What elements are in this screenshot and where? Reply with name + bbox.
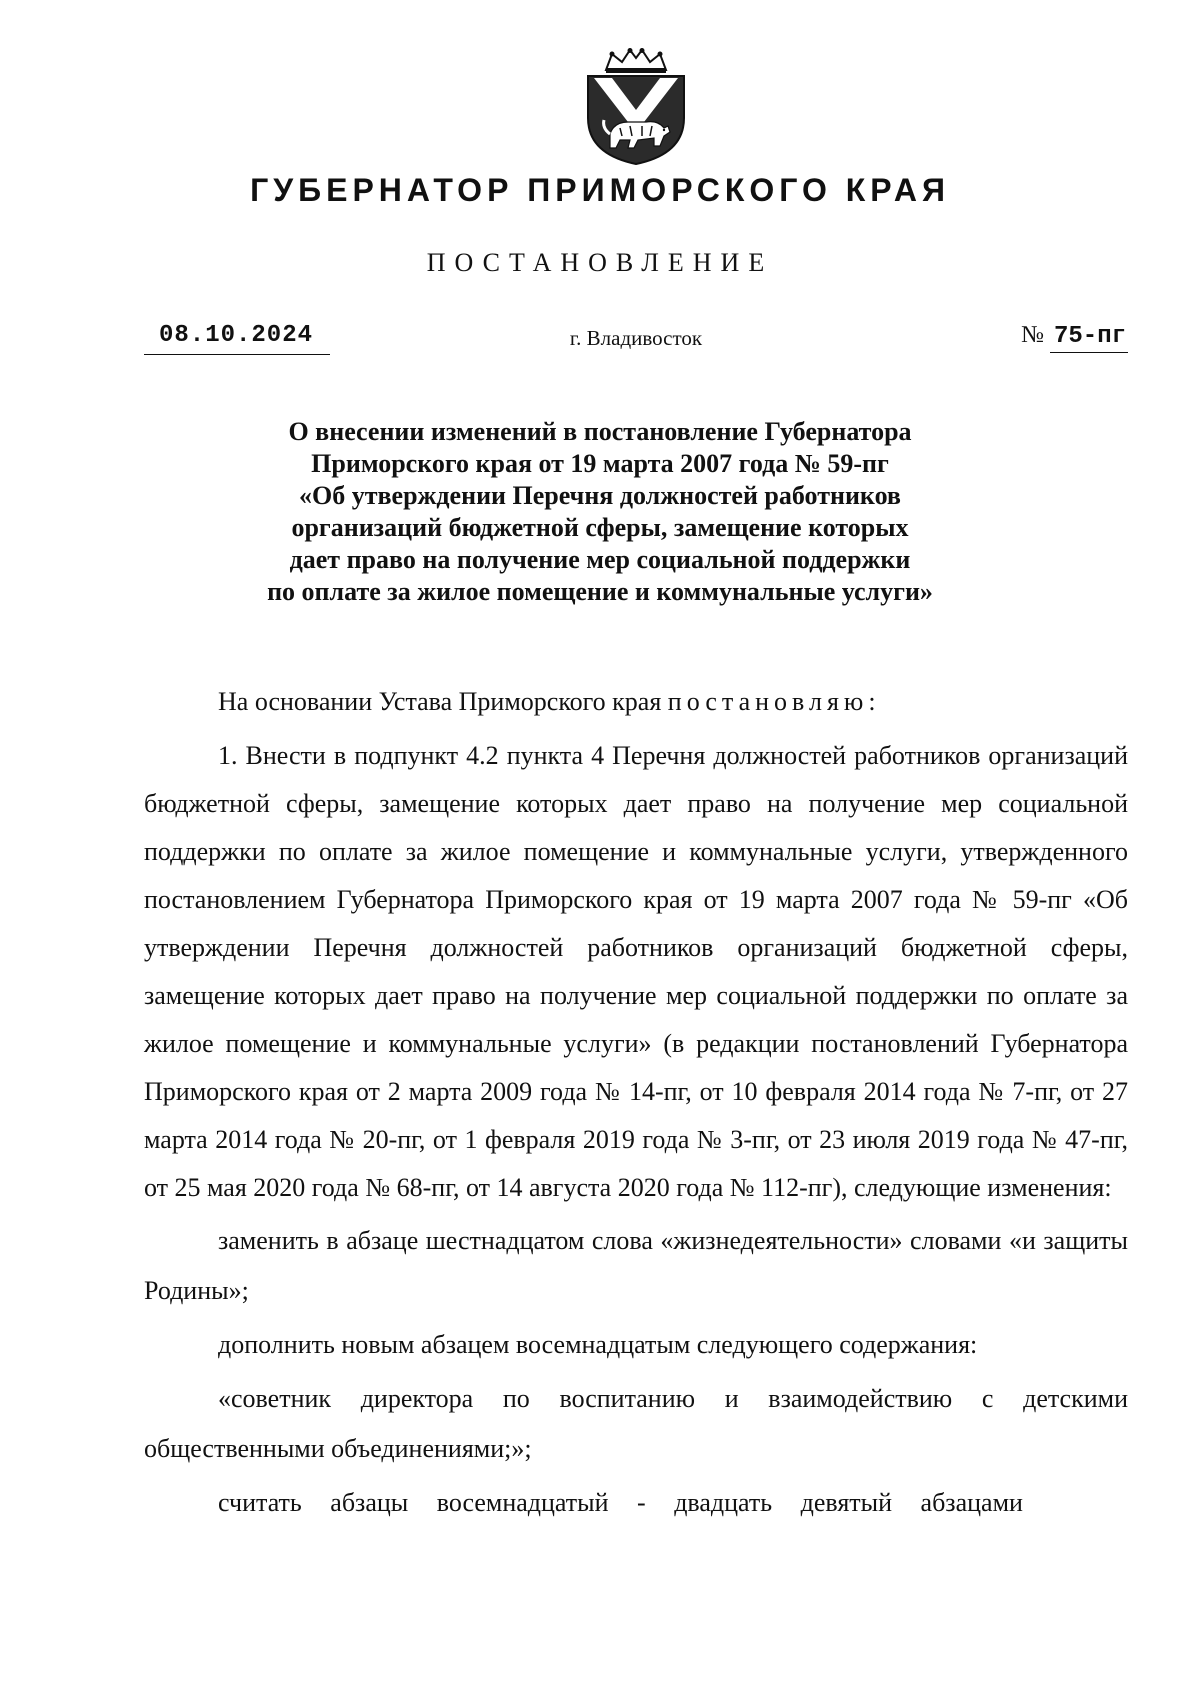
document-type: ПОСТАНОВЛЕНИЕ: [426, 248, 774, 277]
item-1-paragraph: 1. Внести в подпункт 4.2 пункта 4 Перечня должностей работников организаций бюджетной сферы, замещение которых дает право на получение мер социальной поддержки по оплате за жилое помещение и коммунальные услуги, утвержденного постановлением Губернатора Приморского края от 19 марта 2007 года № 59-пг «Об утверждении Перечня должностей работников организаций бюджетной сферы, замещение которых дает право на получение мер социальной поддержки по оплате за жилое помещение и коммунальные услуги» (в редакции постановлений Губернатора Приморского края от 2 марта 2009 года № 14-пг, от 10 февраля 2014 года № 7-пг, от 27 марта 2014 года № 20-пг, от 1 февраля 2019 года № 3-пг, от 23 июля 2019 года № 47-пг, от 25 мая 2020 года № 68-пг, от 14 августа 2020 года № 112-пг), следующие изменения:: [144, 741, 1128, 1202]
number-value: 75-пг: [1050, 323, 1128, 353]
document-body: [144, 678, 1128, 1528]
subject-line: организаций бюджетной сферы, замещение которых: [291, 513, 909, 542]
governor-title: ГУБЕРНАТОР ПРИМОРСКОГО КРАЯ: [250, 172, 950, 208]
document-date: 08.10.2024: [158, 322, 314, 349]
intro-decree-word: постановляю:: [667, 687, 881, 716]
intro-text: На основании Устава Приморского края: [218, 687, 668, 716]
intro-paragraph: [144, 678, 1128, 726]
change-paragraph: заменить в абзаце шестнадцатом слова «жизнедеятельности» словами «и защиты Родины»;: [144, 1226, 1128, 1305]
subject-line: «Об утверждении Перечня должностей работников: [299, 481, 901, 510]
subject-line: дает право на получение мер социальной поддержки: [289, 545, 911, 574]
subject-line: по оплате за жилое помещение и коммунальные услуги»: [267, 577, 933, 606]
date-underline: [144, 354, 330, 355]
document-city: г. Владивосток: [569, 326, 703, 350]
document-number: [1021, 322, 1128, 350]
change-paragraph: считать абзацы восемнадцатый - двадцать девятый абзацами: [218, 1488, 1023, 1517]
subject-line: Приморского края от 19 марта 2007 года № 59-пг: [311, 449, 889, 478]
document-meta-row: [144, 322, 1128, 362]
subject-line: О внесении изменений в постановление Губернатора: [288, 417, 912, 446]
change-paragraph: дополнить новым абзацем восемнадцатым следующего содержания:: [218, 1330, 978, 1359]
document-subject: [200, 416, 1000, 608]
coat-of-arms-emblem: [584, 48, 688, 166]
number-sign: №: [1021, 322, 1044, 348]
change-paragraph: «советник директора по воспитанию и взаимодействию с детскими общественными объединениями;»;: [144, 1384, 1128, 1463]
